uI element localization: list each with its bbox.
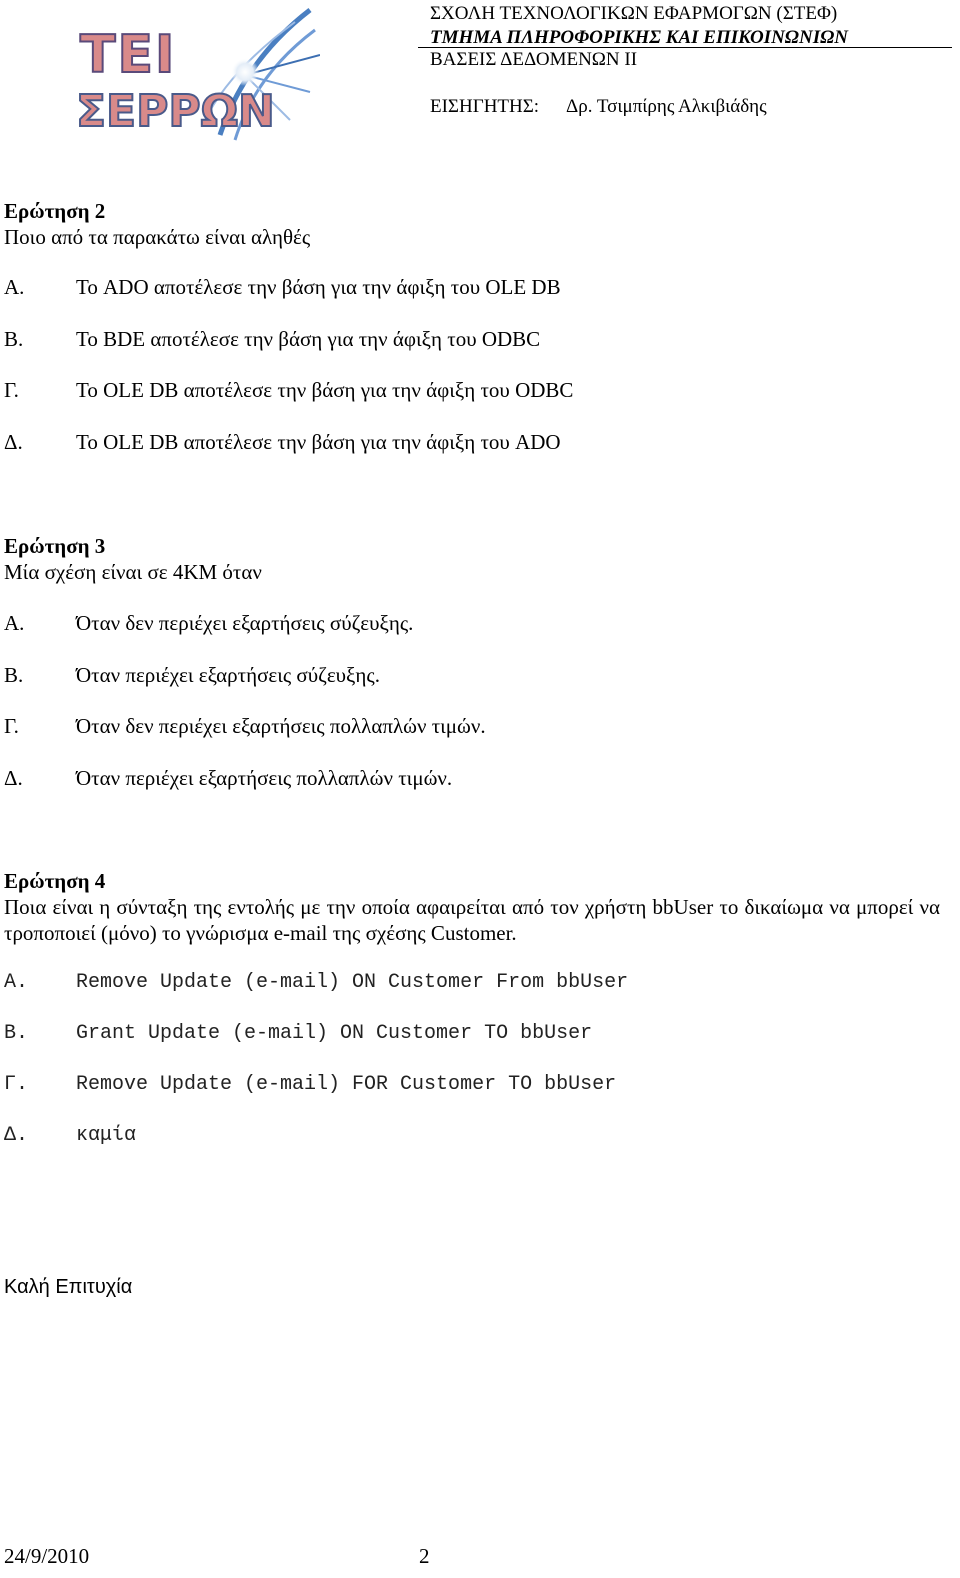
question-text: Ποιο από τα παρακάτω είναι αληθές [4, 225, 311, 249]
option-letter: Α. [4, 275, 25, 299]
option-letter: Α. [4, 611, 25, 635]
option-text: Το OLE DB αποτέλεσε την βάση για την άφιξη του ADO [76, 430, 561, 454]
option-letter: Γ. [4, 378, 19, 402]
lecturer-line [430, 96, 767, 118]
question-text: Μία σχέση είναι σε 4ΚΜ όταν [4, 560, 262, 584]
option-letter: Δ. [4, 430, 23, 454]
tei-serron-logo [70, 0, 320, 150]
option-text: Όταν περιέχει εξαρτήσεις πολλαπλών τιμών. [76, 766, 453, 790]
option-text: Το ADO αποτέλεσε την βάση για την άφιξη του OLE DB [76, 275, 561, 299]
institution-header [430, 2, 952, 50]
header-divider [418, 47, 952, 48]
question-text: Ποια είναι η σύνταξη της εντολής με την οποία αφαιρείται από τον χρήστη bbUser το δικαίωμα να μπορεί να τροποποιεί (μόνο) το γνώρισμα e-mail της σχέσης Customer. [4, 895, 940, 945]
option-letter: Γ. [4, 1073, 29, 1096]
lecturer-name: Δρ. Τσιμπίρης Αλκιβιάδης [566, 96, 767, 117]
option-text: Remove Update (e-mail) ON Customer From bbUser [76, 971, 629, 994]
question-4 [4, 868, 940, 1147]
option-letter: Δ. [4, 766, 23, 790]
option-text: Το BDE αποτέλεσε την βάση για την άφιξη του ODBC [76, 327, 541, 351]
option-text: Remove Update (e-mail) FOR Customer TO bbUser [76, 1073, 617, 1096]
option-text: Όταν περιέχει εξαρτήσεις σύζευξης. [76, 663, 380, 687]
option-text: Το OLE DB αποτέλεσε την βάση για την άφιξη του ODBC [76, 378, 574, 402]
option-text: Grant Update (e-mail) ON Customer TO bbUser [76, 1022, 593, 1045]
page-number: 2 [419, 1544, 430, 1568]
option-letter: Β. [4, 1022, 29, 1045]
lecturer-label: ΕΙΣΗΓΗΤΗΣ: [430, 96, 540, 117]
closing-wish: Καλή Επιτυχία [4, 1276, 133, 1298]
option-text: Όταν δεν περιέχει εξαρτήσεις σύζευξης. [76, 611, 414, 635]
option-letter: Γ. [4, 714, 19, 738]
question-title: Ερώτηση 3 [4, 534, 106, 558]
option-letter: Δ. [4, 1124, 29, 1147]
logo-text-tei: ΤΕΙ [80, 25, 177, 85]
option-text: Όταν δεν περιέχει εξαρτήσεις πολλαπλών τιμών. [76, 714, 486, 738]
course-name: ΒΑΣΕΙΣ ΔΕΔΟΜΕΝΩΝ ΙΙ [430, 49, 638, 70]
question-3 [4, 533, 940, 790]
footer-date: 24/9/2010 [4, 1544, 90, 1568]
option-letter: Α. [4, 971, 29, 994]
option-letter: Β. [4, 327, 24, 351]
option-letter: Β. [4, 663, 24, 687]
logo-text-serron: ΣΕΡΡΩΝ [76, 86, 275, 137]
option-text: καμία [76, 1124, 137, 1147]
question-2 [4, 198, 940, 454]
department-name: ΤΜΗΜΑ ΠΛΗΡΟΦΟΡΙΚΗΣ ΚΑΙ ΕΠΙΚΟΙΝΩΝΙΩΝ [430, 27, 848, 48]
school-name: ΣΧΟΛΗ ΤΕΧΝΟΛΟΓΙΚΩΝ ΕΦΑΡΜΟΓΩΝ (ΣΤΕΦ) [430, 3, 838, 24]
question-title: Ερώτηση 4 [4, 869, 106, 893]
question-title: Ερώτηση 2 [4, 199, 106, 223]
